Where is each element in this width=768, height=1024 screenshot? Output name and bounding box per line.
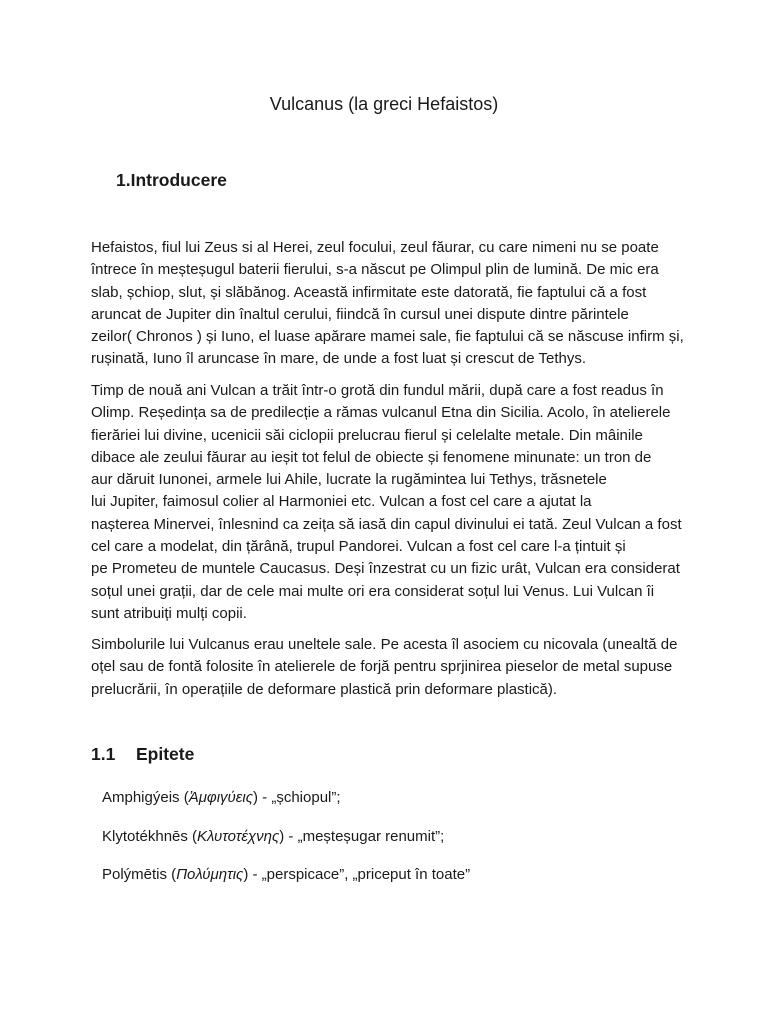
section-heading-epitete (91, 744, 194, 765)
section-number: 1.1 (91, 744, 116, 764)
paragraph-line: prelucrării, în operațiile de deformare plastică prin deformare plastică). (91, 680, 558, 698)
paragraph-line: soțul unei grații, dar de cele mai multe ori era considerat soțul lui Venus. Lui Vulcan îi (91, 582, 655, 600)
paragraph-2 (91, 380, 691, 625)
epithet-name: Klytotékhnēs ( (102, 828, 198, 845)
section-heading-introducere: 1.Introducere (116, 170, 227, 190)
paragraph-line: oțel sau de fontă folosite în atelierele de forjă pentru sprjinirea pieselor de metal supuse (91, 658, 673, 676)
paragraph-line: zeilor( Chronos ) și Iuno, el luase apărare mamei sale, fie faptului că se născuse infirm și, (91, 328, 684, 346)
paragraph-line: Timp de nouă ani Vulcan a trăit într-o grotă din fundul mării, după care a fost readus în (91, 382, 664, 399)
paragraph-line: aruncat de Jupiter din înaltul cerului, fiindcă în cursul unei dispute dintre părintele (91, 305, 629, 323)
epithet-meaning: ) - „perspicace”, „priceput în toate” (243, 866, 471, 883)
epithet-item (102, 866, 470, 883)
paragraph-line: nașterea Minervei, înlesnind ca zeița să iasă din capul divinului ei tată. Zeul Vulcan a fost (91, 515, 682, 533)
paragraph-line: aur dăruit Iunonei, armele lui Ahile, lucrate la rugămintea lui Tethys, trăsnetele (91, 471, 607, 489)
epithet-name: Polýmētis ( (102, 866, 177, 883)
epithet-meaning: ) - „meșteșugar renumit”; (279, 828, 445, 845)
paragraph-line: lui Jupiter, faimosul colier al Harmoniei etc. Vulcan a fost cel care a ajutat la (91, 493, 592, 511)
epithet-name: Amphigýeis ( (102, 789, 189, 806)
epithet-greek: Ἀμφιγύεις (188, 789, 254, 806)
paragraph-line: sunt atribuiți mulți copii. (91, 604, 247, 622)
epithet-item (102, 828, 444, 845)
paragraph-1 (91, 237, 691, 371)
epithet-greek: Κλυτοτέχνης (197, 828, 280, 845)
document-title: Vulcanus (la greci Hefaistos) (269, 94, 499, 114)
paragraph-line: pe Prometeu de muntele Caucasus. Deși înzestrat cu un fizic urât, Vulcan era considerat (91, 560, 680, 578)
epithet-greek: Πολύμητις (176, 866, 244, 883)
paragraph-line: cel care a modelat, din țărână, trupul Pandorei. Vulcan a fost cel care l-a țintuit și (91, 538, 626, 556)
epithet-meaning: ) - „șchiopul”; (253, 789, 341, 806)
paragraph-line: Hefaistos, fiul lui Zeus si al Herei, zeul focului, zeul făurar, cu care nimeni nu se poate (91, 239, 659, 256)
paragraph-line: dibace ale zeului făurar au ieșit tot felul de obiecte și fenomene minunate: un tron de (91, 448, 652, 466)
section-title: Epitete (136, 744, 195, 764)
paragraph-line: fierăriei lui divine, ucenicii săi ciclopii prelucrau fierul și celelalte metale. Din mâinile (91, 426, 643, 444)
paragraph-line: Simbolurile lui Vulcanus erau uneltele sale. Pe acesta îl asociem cu nicovala (unealtă de (91, 636, 678, 653)
paragraph-line: Olimp. Reședința sa de predilecție a rămas vulcanul Etna din Sicilia. Acolo, în atelierele (91, 404, 671, 422)
paragraph-line: slab, șchiop, slut, și slăbănog. Această infirmitate este datorată, fie faptului că a fost (91, 283, 647, 301)
paragraph-line: rușinată, Iuno îl aruncase în mare, de unde a fost luat și crescut de Tethys. (91, 350, 586, 368)
epithet-item (102, 789, 341, 806)
paragraph-line: întrece în meșteșugul baterii fierului, s-a născut pe Olimpul plin de lumină. De mic era (91, 261, 659, 279)
paragraph-3 (91, 634, 691, 701)
